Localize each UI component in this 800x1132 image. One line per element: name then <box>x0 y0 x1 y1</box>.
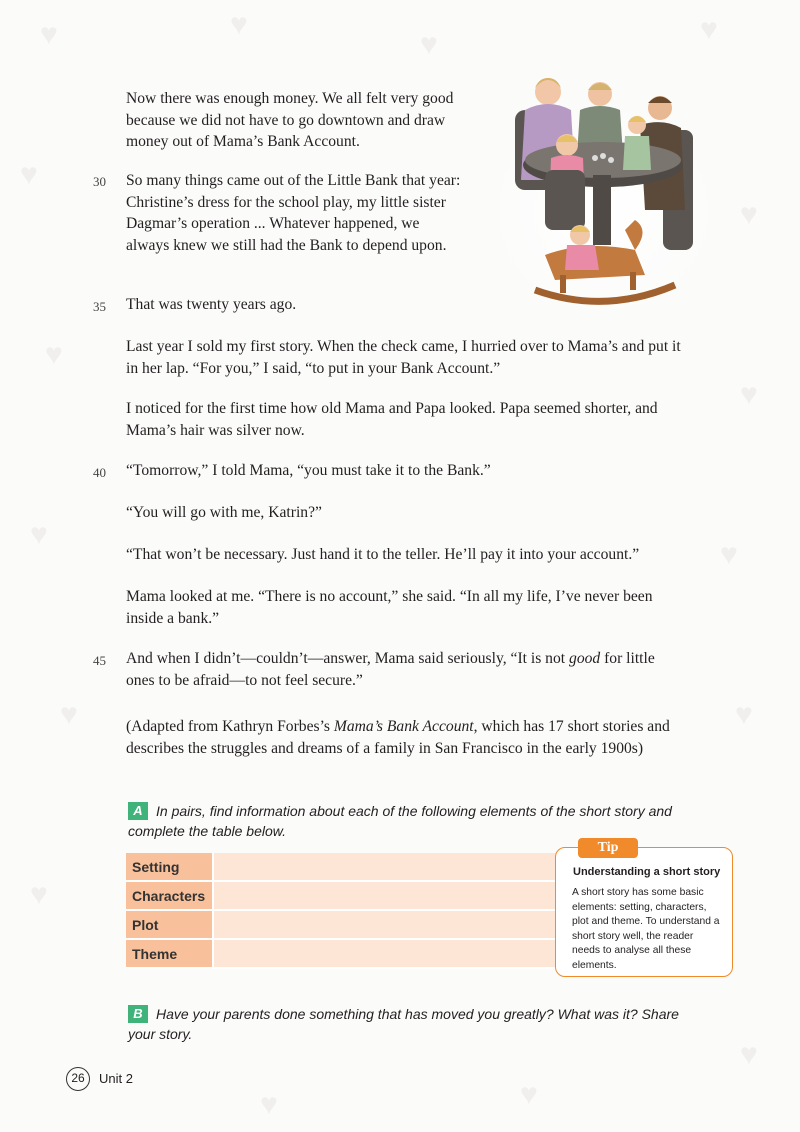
page-number: 26 <box>66 1067 90 1091</box>
plot-answer-cell[interactable] <box>213 910 556 939</box>
source-note: (Adapted from Kathryn Forbes’s Mama’s Bank Account, which has 17 short stories and describes the struggles and dreams of a family in San Francisco in the early 1900s) <box>126 718 670 757</box>
task-b-badge: B <box>128 1005 148 1023</box>
task-b-instruction: B Have your parents done something that has moved you greatly? What was it? Share your story. <box>128 1006 679 1042</box>
line-number: 40 <box>93 465 106 480</box>
story-elements-table <box>126 853 556 969</box>
row-label-characters: Characters <box>126 881 213 910</box>
story-paragraph: I noticed for the first time how old Mama and Papa looked. Papa seemed shorter, and Mama’s hair was silver now. <box>126 400 658 439</box>
tip-title: Understanding a short story <box>573 866 721 878</box>
row-label-plot: Plot <box>126 910 213 939</box>
table-row <box>126 881 556 910</box>
story-paragraph: “That won’t be necessary. Just hand it to the teller. He’ll pay it into your account.” <box>126 546 640 563</box>
family-table-illustration <box>485 70 720 315</box>
line-number: 30 <box>93 174 106 189</box>
tip-tag: Tip <box>578 838 638 858</box>
story-paragraph: Now there was enough money. We all felt very good because we did not have to go downtown and draw money out of Mama’s Bank Account. <box>126 90 454 150</box>
theme-answer-cell[interactable] <box>213 939 556 968</box>
book-title: Mama’s Bank Account <box>333 718 474 735</box>
story-paragraph: And when I didn’t—couldn’t—answer, Mama said seriously, “It is not good for little ones to be afraid—to not feel secure.” <box>126 650 655 689</box>
tip-box <box>555 847 733 977</box>
characters-answer-cell[interactable] <box>213 881 556 910</box>
task-a-instruction: A In pairs, find information about each of the following elements of the short story and complete the table below. <box>128 803 672 839</box>
story-paragraph: So many things came out of the Little Bank that year: Christine’s dress for the school play, my little sister Dagmar’s operation ... Whatever happened, we always knew we still had the Bank to depend upon. <box>126 172 461 254</box>
line-number: 35 <box>93 299 106 314</box>
story-paragraph: That was twenty years ago. <box>126 296 297 313</box>
table-row <box>126 910 556 939</box>
setting-answer-cell[interactable] <box>213 853 556 881</box>
story-paragraph: “Tomorrow,” I told Mama, “you must take it to the Bank.” <box>126 462 491 479</box>
story-paragraph: “You will go with me, Katrin?” <box>126 504 322 521</box>
unit-label: Unit 2 <box>99 1071 133 1086</box>
emphasis: good <box>569 650 601 667</box>
row-label-setting: Setting <box>126 853 213 881</box>
tip-body: A short story has some basic elements: setting, characters, plot and theme. To understand a short story well, the reader needs to analyse all these elements. <box>572 887 720 971</box>
table-row <box>126 939 556 968</box>
story-paragraph: Last year I sold my first story. When the check came, I hurried over to Mama’s and put it in her lap. “For you,” I said, “to put in your Bank Account.” <box>126 338 681 377</box>
line-number: 45 <box>93 653 106 668</box>
table-row <box>126 853 556 881</box>
task-a-badge: A <box>128 802 148 820</box>
story-paragraph: Mama looked at me. “There is no account,” she said. “In all my life, I’ve never been inside a bank.” <box>126 588 653 627</box>
row-label-theme: Theme <box>126 939 213 968</box>
